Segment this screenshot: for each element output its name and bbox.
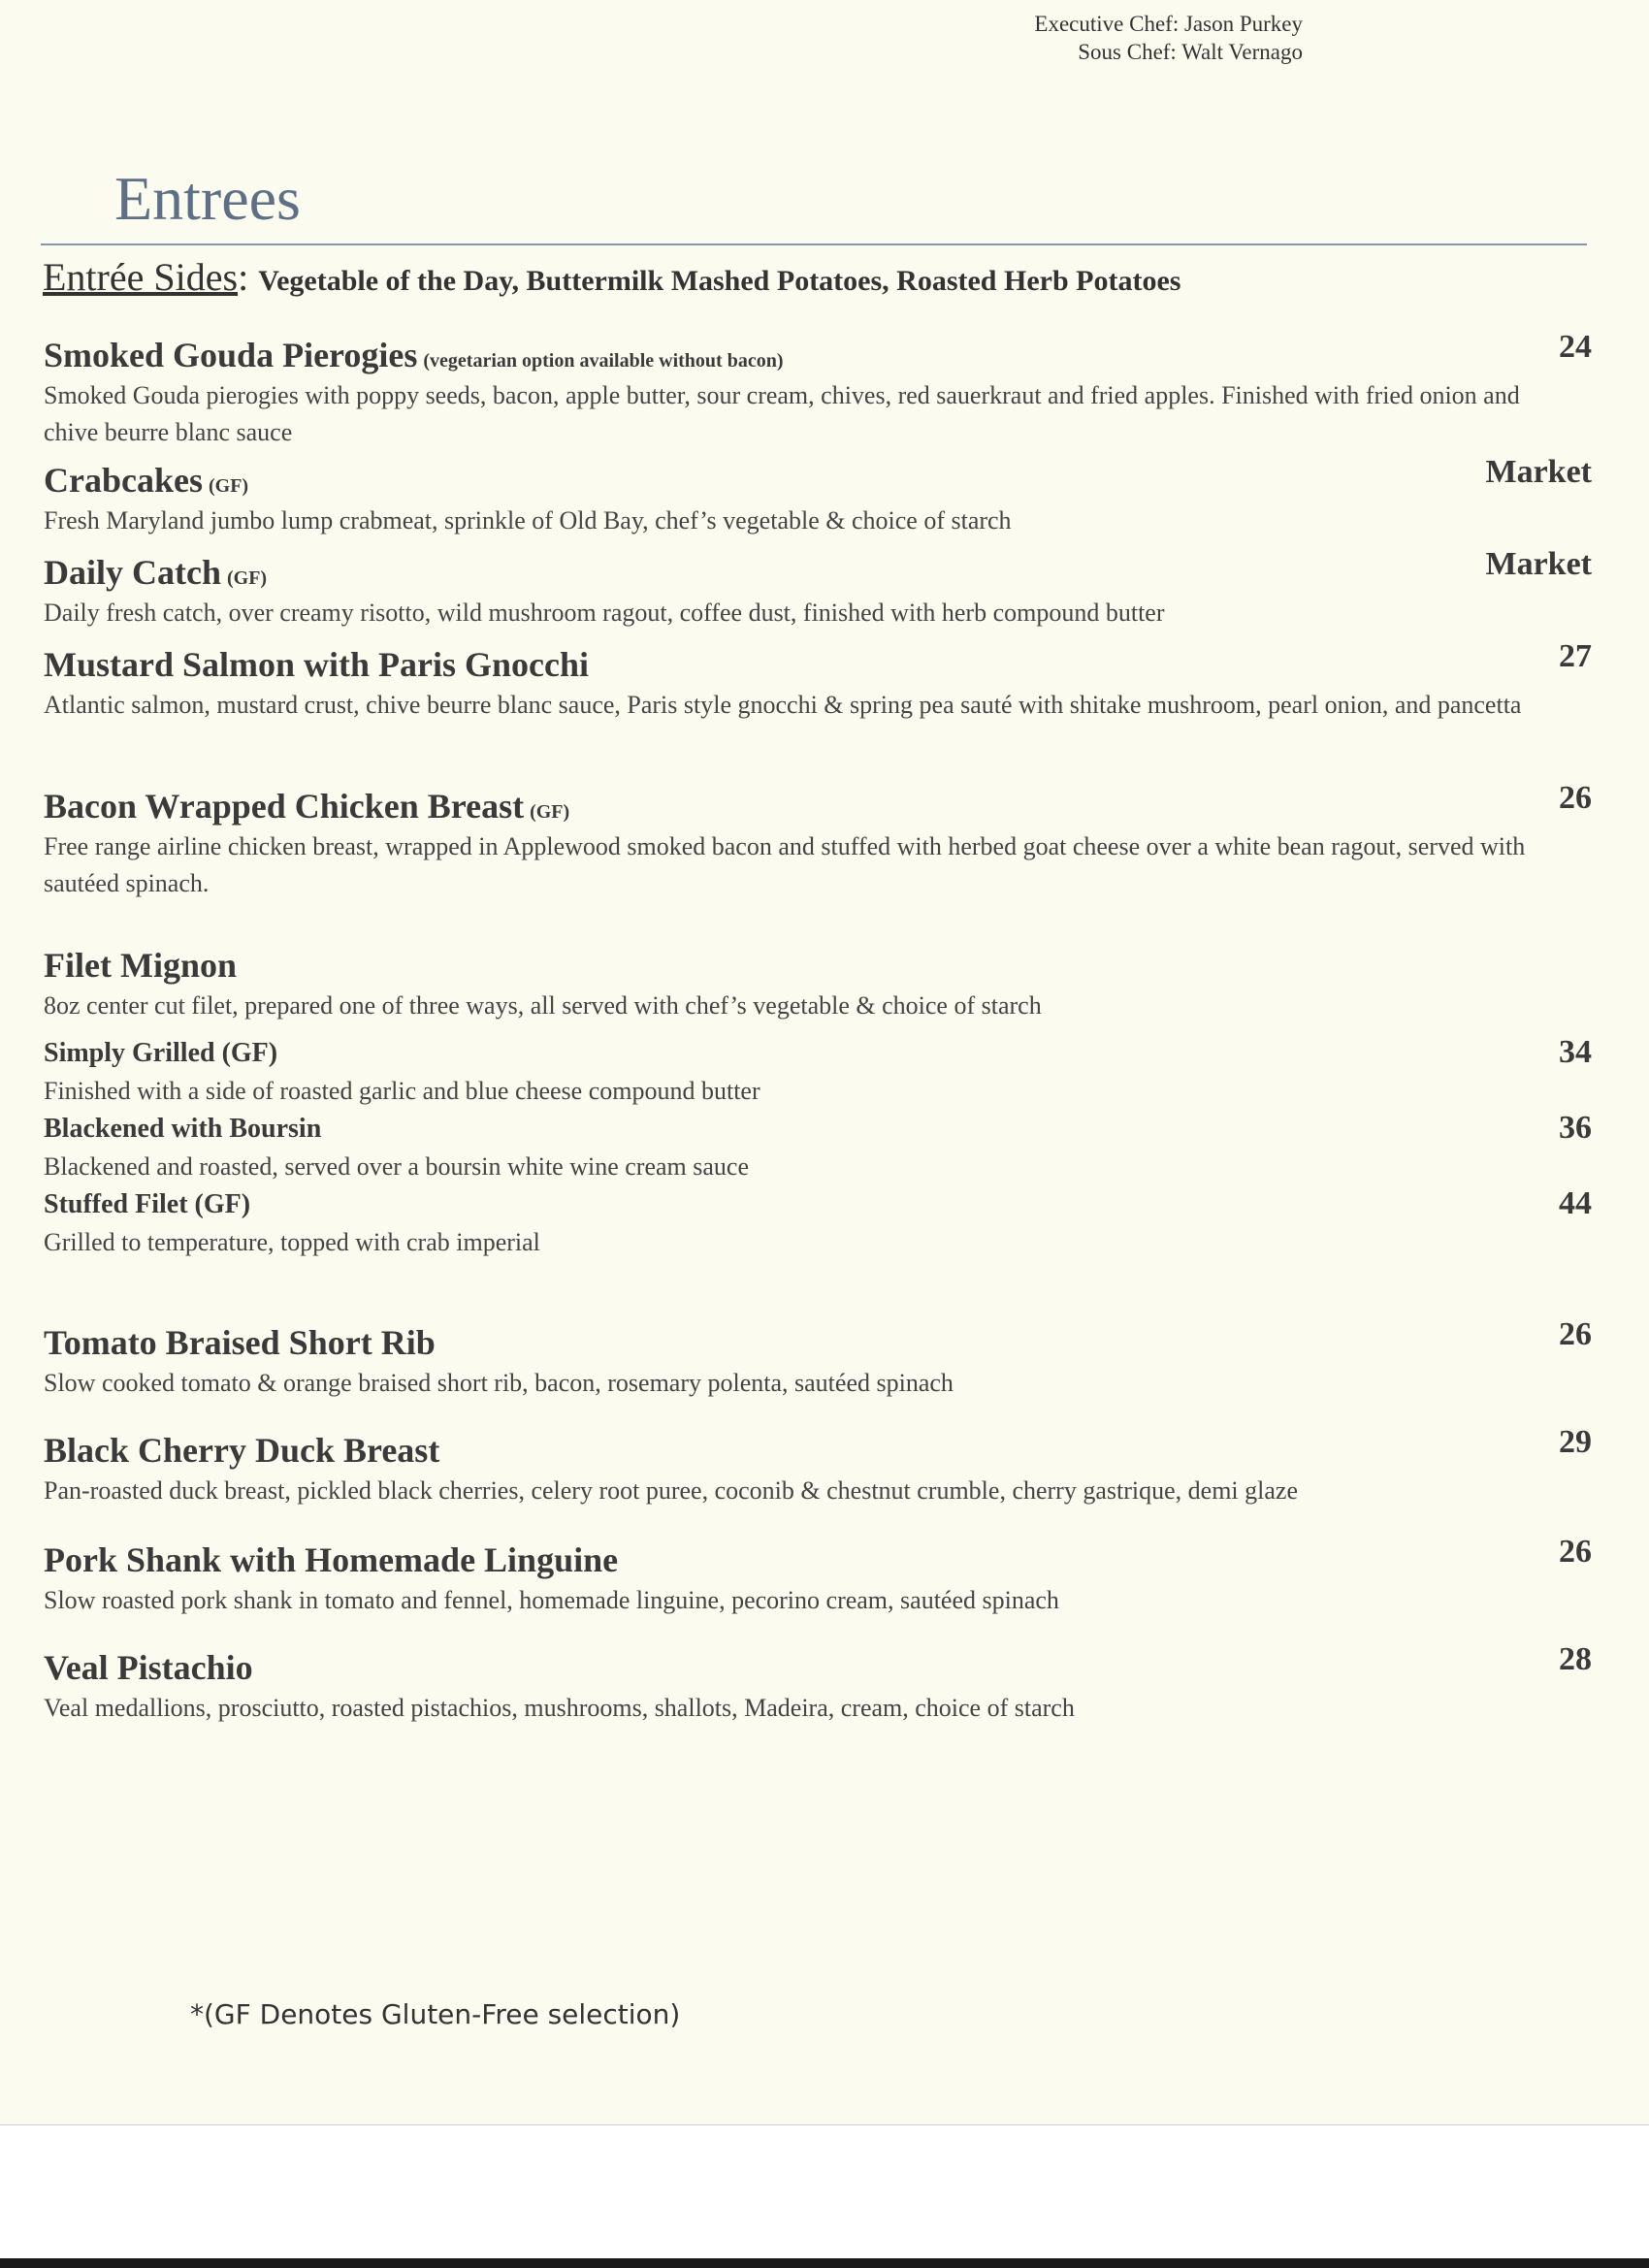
entree-sides-text: Vegetable of the Day, Buttermilk Mashed Potatoes, Roasted Herb Potatoes [258, 265, 1181, 297]
item-price: 26 [1559, 1316, 1592, 1352]
item-price: 36 [1559, 1110, 1592, 1146]
menu-subitem-stuffed-filet [44, 1185, 1592, 1261]
item-price: 44 [1559, 1185, 1592, 1221]
menu-item-veal-pistachio [44, 1641, 1592, 1727]
item-price: 28 [1559, 1641, 1592, 1677]
item-note: (GF) [227, 567, 268, 589]
item-description: Fresh Maryland jumbo lump crabmeat, sprinkle of Old Bay, chef’s vegetable & choice of starch [44, 506, 1012, 535]
menu-item-filet-mignon [44, 945, 1586, 1024]
item-name: Bacon Wrapped Chicken Breast [44, 787, 525, 826]
item-name: Mustard Salmon with Paris Gnocchi [44, 645, 590, 684]
menu-subitem-blackened-with-boursin [44, 1110, 1592, 1185]
menu-item-smoked-gouda-pierogies [44, 329, 1592, 451]
item-description: Daily fresh catch, over creamy risotto, wild mushroom ragout, coffee dust, finished with herb compound butter [44, 599, 1165, 627]
menu-item-mustard-salmon [44, 638, 1592, 724]
item-description: Free range airline chicken breast, wrapped in Applewood smoked bacon and stuffed with herbed goat cheese over a white bean ragout, served with sautéed spinach. [44, 832, 1526, 897]
item-price: Market [1485, 546, 1592, 582]
item-name: Pork Shank with Homemade Linguine [44, 1540, 619, 1579]
item-description: Pan-roasted duck breast, pickled black cherries, celery root puree, coconib & chestnut crumble, cherry gastrique, demi glaze [44, 1476, 1298, 1505]
menu-item-crabcakes [44, 454, 1592, 539]
entree-sides-label: Entrée Sides [43, 255, 239, 299]
item-name: Simply Grilled (GF) [44, 1038, 278, 1068]
item-note: (vegetarian option available without bacon) [423, 350, 784, 372]
item-description: Finished with a side of roasted garlic and blue cheese compound butter [44, 1077, 760, 1105]
scan-page-edge [0, 2258, 1649, 2268]
menu-item-pork-shank [44, 1534, 1592, 1619]
item-name: Stuffed Filet (GF) [44, 1189, 251, 1219]
gluten-free-footnote: *(GF Denotes Gluten-Free selection) [190, 1998, 681, 2030]
item-name: Tomato Braised Short Rib [44, 1323, 436, 1362]
menu-item-black-cherry-duck-breast [44, 1424, 1592, 1509]
item-price: 24 [1559, 329, 1592, 365]
item-price: 27 [1559, 638, 1592, 674]
executive-chef: Executive Chef: Jason Purkey [1034, 12, 1303, 36]
menu-item-tomato-braised-short-rib [44, 1316, 1592, 1402]
entree-sides-colon: : [238, 255, 249, 299]
item-name: Filet Mignon [44, 946, 237, 985]
item-note: (GF) [530, 801, 570, 823]
page-title: Entrees [114, 164, 301, 233]
item-description: Slow cooked tomato & orange braised short rib, bacon, rosemary polenta, sautéed spinach [44, 1369, 954, 1397]
item-description: 8oz center cut filet, prepared one of three ways, all served with chef’s vegetable & choice of starch [44, 991, 1042, 1020]
item-description: Blackened and roasted, served over a boursin white wine cream sauce [44, 1152, 749, 1181]
item-name: Blackened with Boursin [44, 1114, 322, 1144]
title-divider [41, 243, 1587, 245]
entree-sides [43, 254, 1180, 300]
item-price: 26 [1559, 1534, 1592, 1570]
item-name: Daily Catch [44, 553, 221, 592]
menu-subitem-simply-grilled [44, 1034, 1592, 1110]
item-description: Grilled to temperature, topped with crab imperial [44, 1228, 540, 1256]
item-name: Smoked Gouda Pierogies [44, 336, 418, 374]
item-price: 34 [1559, 1034, 1592, 1070]
scan-page-bottom [0, 2124, 1649, 2259]
item-note: (GF) [209, 475, 249, 497]
item-description: Smoked Gouda pierogies with poppy seeds, bacon, apple butter, sour cream, chives, red sauerkraut and fried apples. Finished with fried onion and chive beurre blanc sauce [44, 381, 1520, 446]
item-description: Veal medallions, prosciutto, roasted pistachios, mushrooms, shallots, Madeira, cream, choice of starch [44, 1694, 1075, 1722]
chef-credits [1034, 10, 1303, 66]
item-name: Crabcakes [44, 461, 203, 500]
menu-item-bacon-wrapped-chicken [44, 780, 1592, 902]
sous-chef: Sous Chef: Walt Vernago [1078, 40, 1303, 64]
item-name: Veal Pistachio [44, 1648, 253, 1687]
item-description: Slow roasted pork shank in tomato and fennel, homemade linguine, pecorino cream, sautéed spinach [44, 1586, 1059, 1614]
item-price: 29 [1559, 1424, 1592, 1460]
menu-item-daily-catch [44, 546, 1592, 632]
item-description: Atlantic salmon, mustard crust, chive beurre blanc sauce, Paris style gnocchi & spring pea sauté with shitake mushroom, pearl onion, and pancetta [44, 691, 1522, 719]
item-price: 26 [1559, 780, 1592, 816]
item-name: Black Cherry Duck Breast [44, 1431, 440, 1470]
item-price: Market [1485, 454, 1592, 490]
